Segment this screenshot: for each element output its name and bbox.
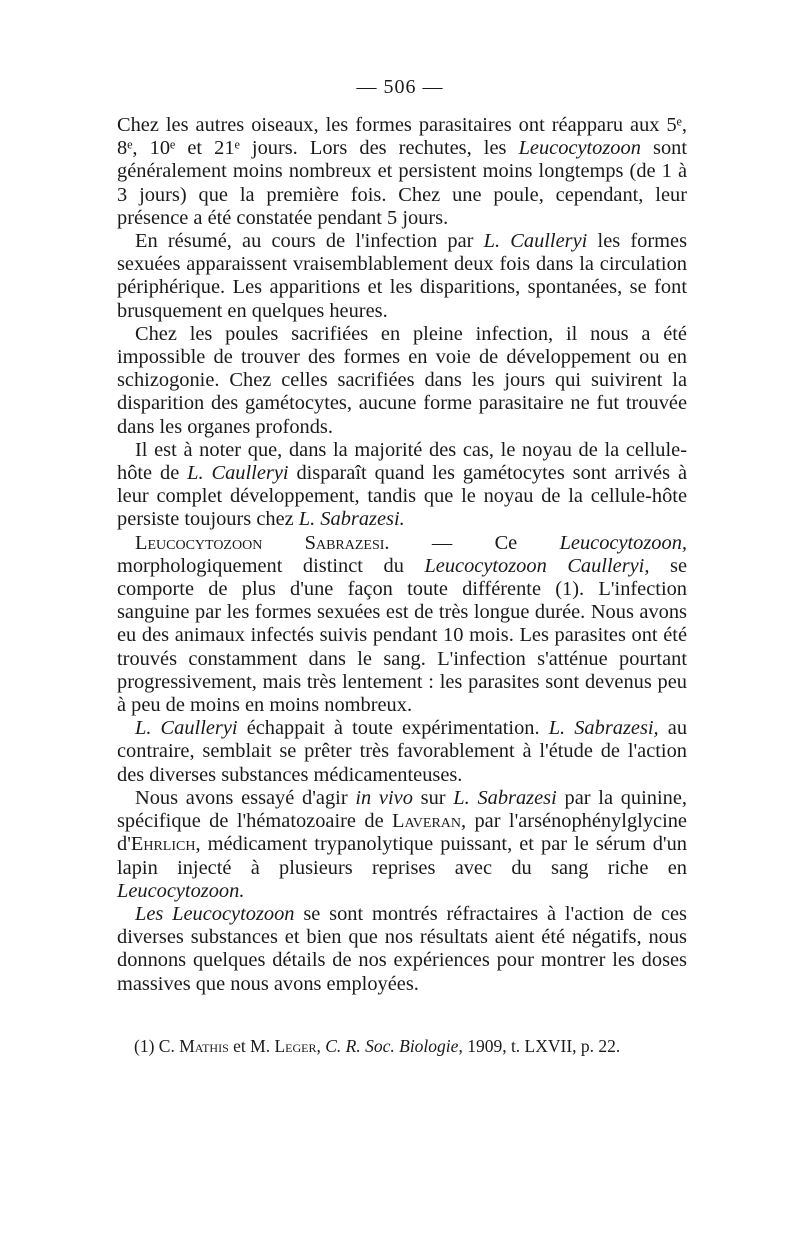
italic-term: L. Caulleryi [187, 462, 289, 485]
author-name: Mathis [179, 1036, 229, 1056]
italic-term: L. Caulleryi [135, 717, 238, 740]
italic-term: Les Leucocytozoon [135, 902, 295, 925]
text-run: échappait à toute expérimentation. [237, 717, 549, 740]
text-run: Il est à noter que, dans la majorité des cas, le noyau de la cellule-hôte de [117, 438, 687, 485]
text-run: et M. [228, 1036, 275, 1056]
journal-title: C. R. Soc. Biologie [325, 1036, 459, 1056]
text-run: Chez les autres oiseaux, les formes parasitaires ont réapparu aux 5ᵉ, 8ᵉ, 10ᵉ et 21ᵉ jours. Lors des rechutes, les [117, 114, 687, 160]
paragraph-5 [117, 532, 687, 718]
footnote-marker: (1) C. [134, 1036, 180, 1056]
footnote [134, 1036, 694, 1056]
text-run: au contraire, semblait se prêter très favorablement à l'étude de l'action des diverses substances médicamenteuses. [117, 717, 688, 786]
paragraph-1 [117, 114, 687, 230]
paragraph-7 [117, 787, 687, 903]
italic-term: Leucocytozoon, [559, 531, 687, 554]
text-run: En résumé, au cours de l'infection par [135, 230, 484, 253]
text-run: sont généralement moins nombreux et persistent moins longtemps (de 1 à 3 jours) que la première fois. Chez une poule, cependant, leur présence a été constatée pendant 5 jours. [117, 137, 688, 229]
italic-term: L. Sabrazesi [453, 786, 557, 809]
paragraph-8 [117, 903, 687, 996]
italic-term: in vivo [355, 786, 413, 809]
text-run: par la quinine, spécifique de l'hématozoaire de [117, 786, 687, 833]
author-name: Ehrlich [130, 833, 196, 856]
text-run: , [316, 1036, 326, 1056]
text-run: , 1909, t. LXVII, p. 22. [458, 1036, 621, 1056]
italic-term: L. Caulleryi [483, 230, 588, 253]
text-run: — Ce [389, 531, 560, 554]
paragraph-4 [117, 439, 687, 532]
italic-term: Leucocytozoon [518, 137, 641, 160]
italic-term: L. Sabrazesi. [298, 508, 405, 531]
text-run: disparaît quand les gamétocytes sont arrivés à leur complet développement, tandis que le noyau de la cellule-hôte persiste toujours chez [117, 462, 688, 531]
text-run: les formes sexuées apparaissent vraisemblablement deux fois dans la circulation périphérique. Les apparitions et les disparitions, spontanées, se font brusquement en quelques heures. [117, 230, 688, 322]
text-run: , médicament trypanolytique puissant, et par le sérum d'un lapin injecté à plusieurs reprises avec du sang riche en [117, 833, 687, 879]
body-text [117, 114, 687, 996]
author-name: Leger [274, 1036, 317, 1056]
page-number: — 506 — [356, 76, 444, 98]
text-run: sur [412, 786, 454, 809]
author-name: Laveran [392, 810, 461, 833]
text-run: se sont montrés réfractaires à l'action de ces diverses substances et bien que nos résultats aient été négatifs, nous donnons quelques détails de nos expériences pour montrer les doses massives que nous avons employées. [117, 902, 687, 995]
paragraph-2 [117, 230, 687, 323]
section-heading: Leucocytozoon Sabrazesi. [135, 531, 390, 554]
italic-term: Leucocytozoon. [117, 879, 245, 902]
paragraph-6 [117, 717, 687, 787]
text-run: morphologiquement distinct du [117, 554, 425, 577]
italic-term: Leucocytozoon Caulleryi, [424, 554, 650, 577]
text-run: Nous avons essayé d'agir [135, 786, 356, 809]
italic-term: L. Sabrazesi, [548, 717, 659, 740]
text-run: se comporte de plus d'une façon toute différente (1). L'infection sanguine par les formes sexuées est de très longue durée. Nous avons eu des animaux infectés suivis pendant 10 mois. Les parasites ont été trouvés constamment dans le sang. L'infection s'atténue pourtant progressivement, mais très lentement : les parasites sont devenus peu à peu de moins en moins nombreux. [117, 554, 687, 717]
text-run: , par l'arsénophénylglycine d' [117, 810, 687, 856]
paragraph-3: Chez les poules sacrifiées en pleine infection, il nous a été impossible de trouver des formes en voie de développement ou en schizogonie. Chez celles sacrifiées dans les jours qui suivirent la disparition des gamétocytes, aucune forme parasitaire ne fut trouvée dans les organes profonds. [117, 322, 687, 438]
